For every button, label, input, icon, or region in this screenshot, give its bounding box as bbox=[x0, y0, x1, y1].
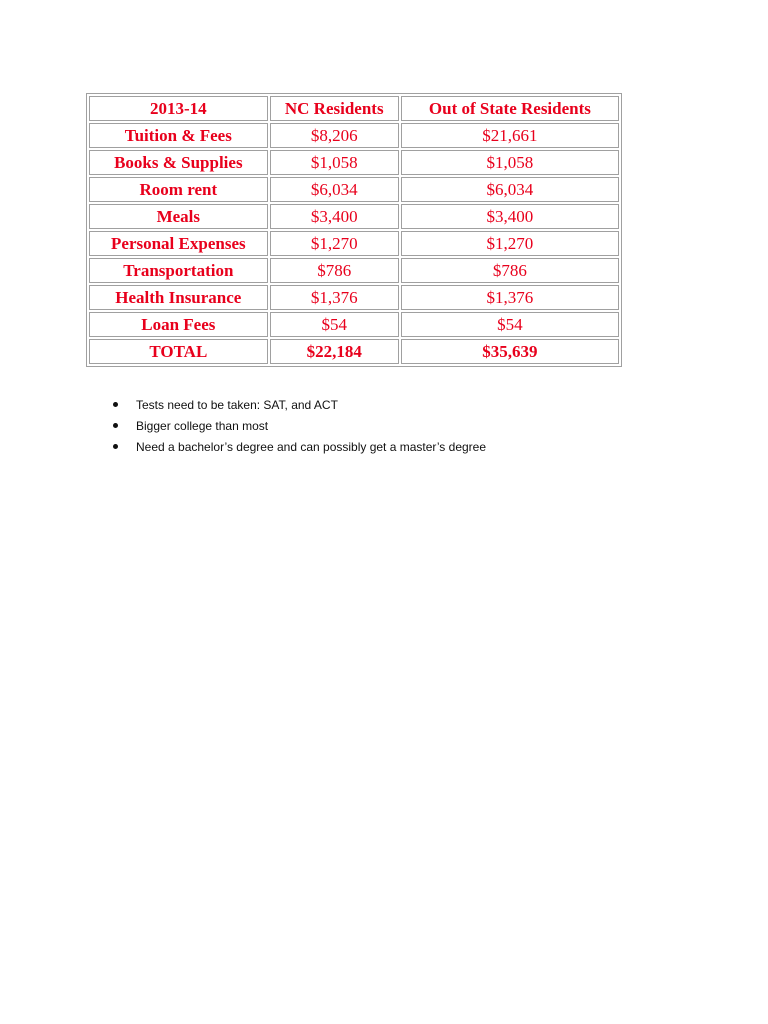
total-nc-cell: $22,184 bbox=[270, 339, 399, 364]
row-label-cell: Loan Fees bbox=[89, 312, 268, 337]
oos-value-cell: $54 bbox=[401, 312, 619, 337]
table-row bbox=[89, 123, 619, 148]
nc-value-cell: $54 bbox=[270, 312, 399, 337]
total-label-cell: TOTAL bbox=[89, 339, 268, 364]
table-row bbox=[89, 204, 619, 229]
row-label-cell: Personal Expenses bbox=[89, 231, 268, 256]
row-label-cell: Transportation bbox=[89, 258, 268, 283]
row-label-cell: Room rent bbox=[89, 177, 268, 202]
oos-value-cell: $786 bbox=[401, 258, 619, 283]
table-row bbox=[89, 285, 619, 310]
header-nc-residents-cell: NC Residents bbox=[270, 96, 399, 121]
row-label-cell: Meals bbox=[89, 204, 268, 229]
table-row bbox=[89, 312, 619, 337]
oos-value-cell: $21,661 bbox=[401, 123, 619, 148]
nc-value-cell: $786 bbox=[270, 258, 399, 283]
list-item bbox=[113, 417, 486, 438]
bullet-icon bbox=[113, 444, 118, 449]
list-item bbox=[113, 438, 486, 459]
oos-value-cell: $3,400 bbox=[401, 204, 619, 229]
bullet-icon bbox=[113, 423, 118, 428]
table-row bbox=[89, 258, 619, 283]
row-label-cell: Books & Supplies bbox=[89, 150, 268, 175]
row-label-cell: Health Insurance bbox=[89, 285, 268, 310]
note-text: Need a bachelor’s degree and can possibly get a master’s degree bbox=[136, 440, 487, 454]
note-text: Bigger college than most bbox=[136, 419, 269, 433]
nc-value-cell: $1,376 bbox=[270, 285, 399, 310]
nc-value-cell: $1,058 bbox=[270, 150, 399, 175]
header-out-of-state-cell: Out of State Residents bbox=[401, 96, 619, 121]
row-label-cell: Tuition & Fees bbox=[89, 123, 268, 148]
table-row bbox=[89, 231, 619, 256]
table-row bbox=[89, 177, 619, 202]
oos-value-cell: $1,270 bbox=[401, 231, 619, 256]
cost-table bbox=[86, 93, 622, 367]
list-item bbox=[113, 396, 486, 417]
oos-value-cell: $1,058 bbox=[401, 150, 619, 175]
oos-value-cell: $1,376 bbox=[401, 285, 619, 310]
header-year-cell: 2013-14 bbox=[89, 96, 268, 121]
table-row bbox=[89, 150, 619, 175]
notes-list bbox=[113, 396, 486, 459]
nc-value-cell: $6,034 bbox=[270, 177, 399, 202]
note-text: Tests need to be taken: SAT, and ACT bbox=[136, 398, 338, 412]
nc-value-cell: $1,270 bbox=[270, 231, 399, 256]
bullet-icon bbox=[113, 402, 118, 407]
table-total-row bbox=[89, 339, 619, 364]
table-header-row bbox=[89, 96, 619, 121]
nc-value-cell: $8,206 bbox=[270, 123, 399, 148]
oos-value-cell: $6,034 bbox=[401, 177, 619, 202]
total-oos-cell: $35,639 bbox=[401, 339, 619, 364]
nc-value-cell: $3,400 bbox=[270, 204, 399, 229]
